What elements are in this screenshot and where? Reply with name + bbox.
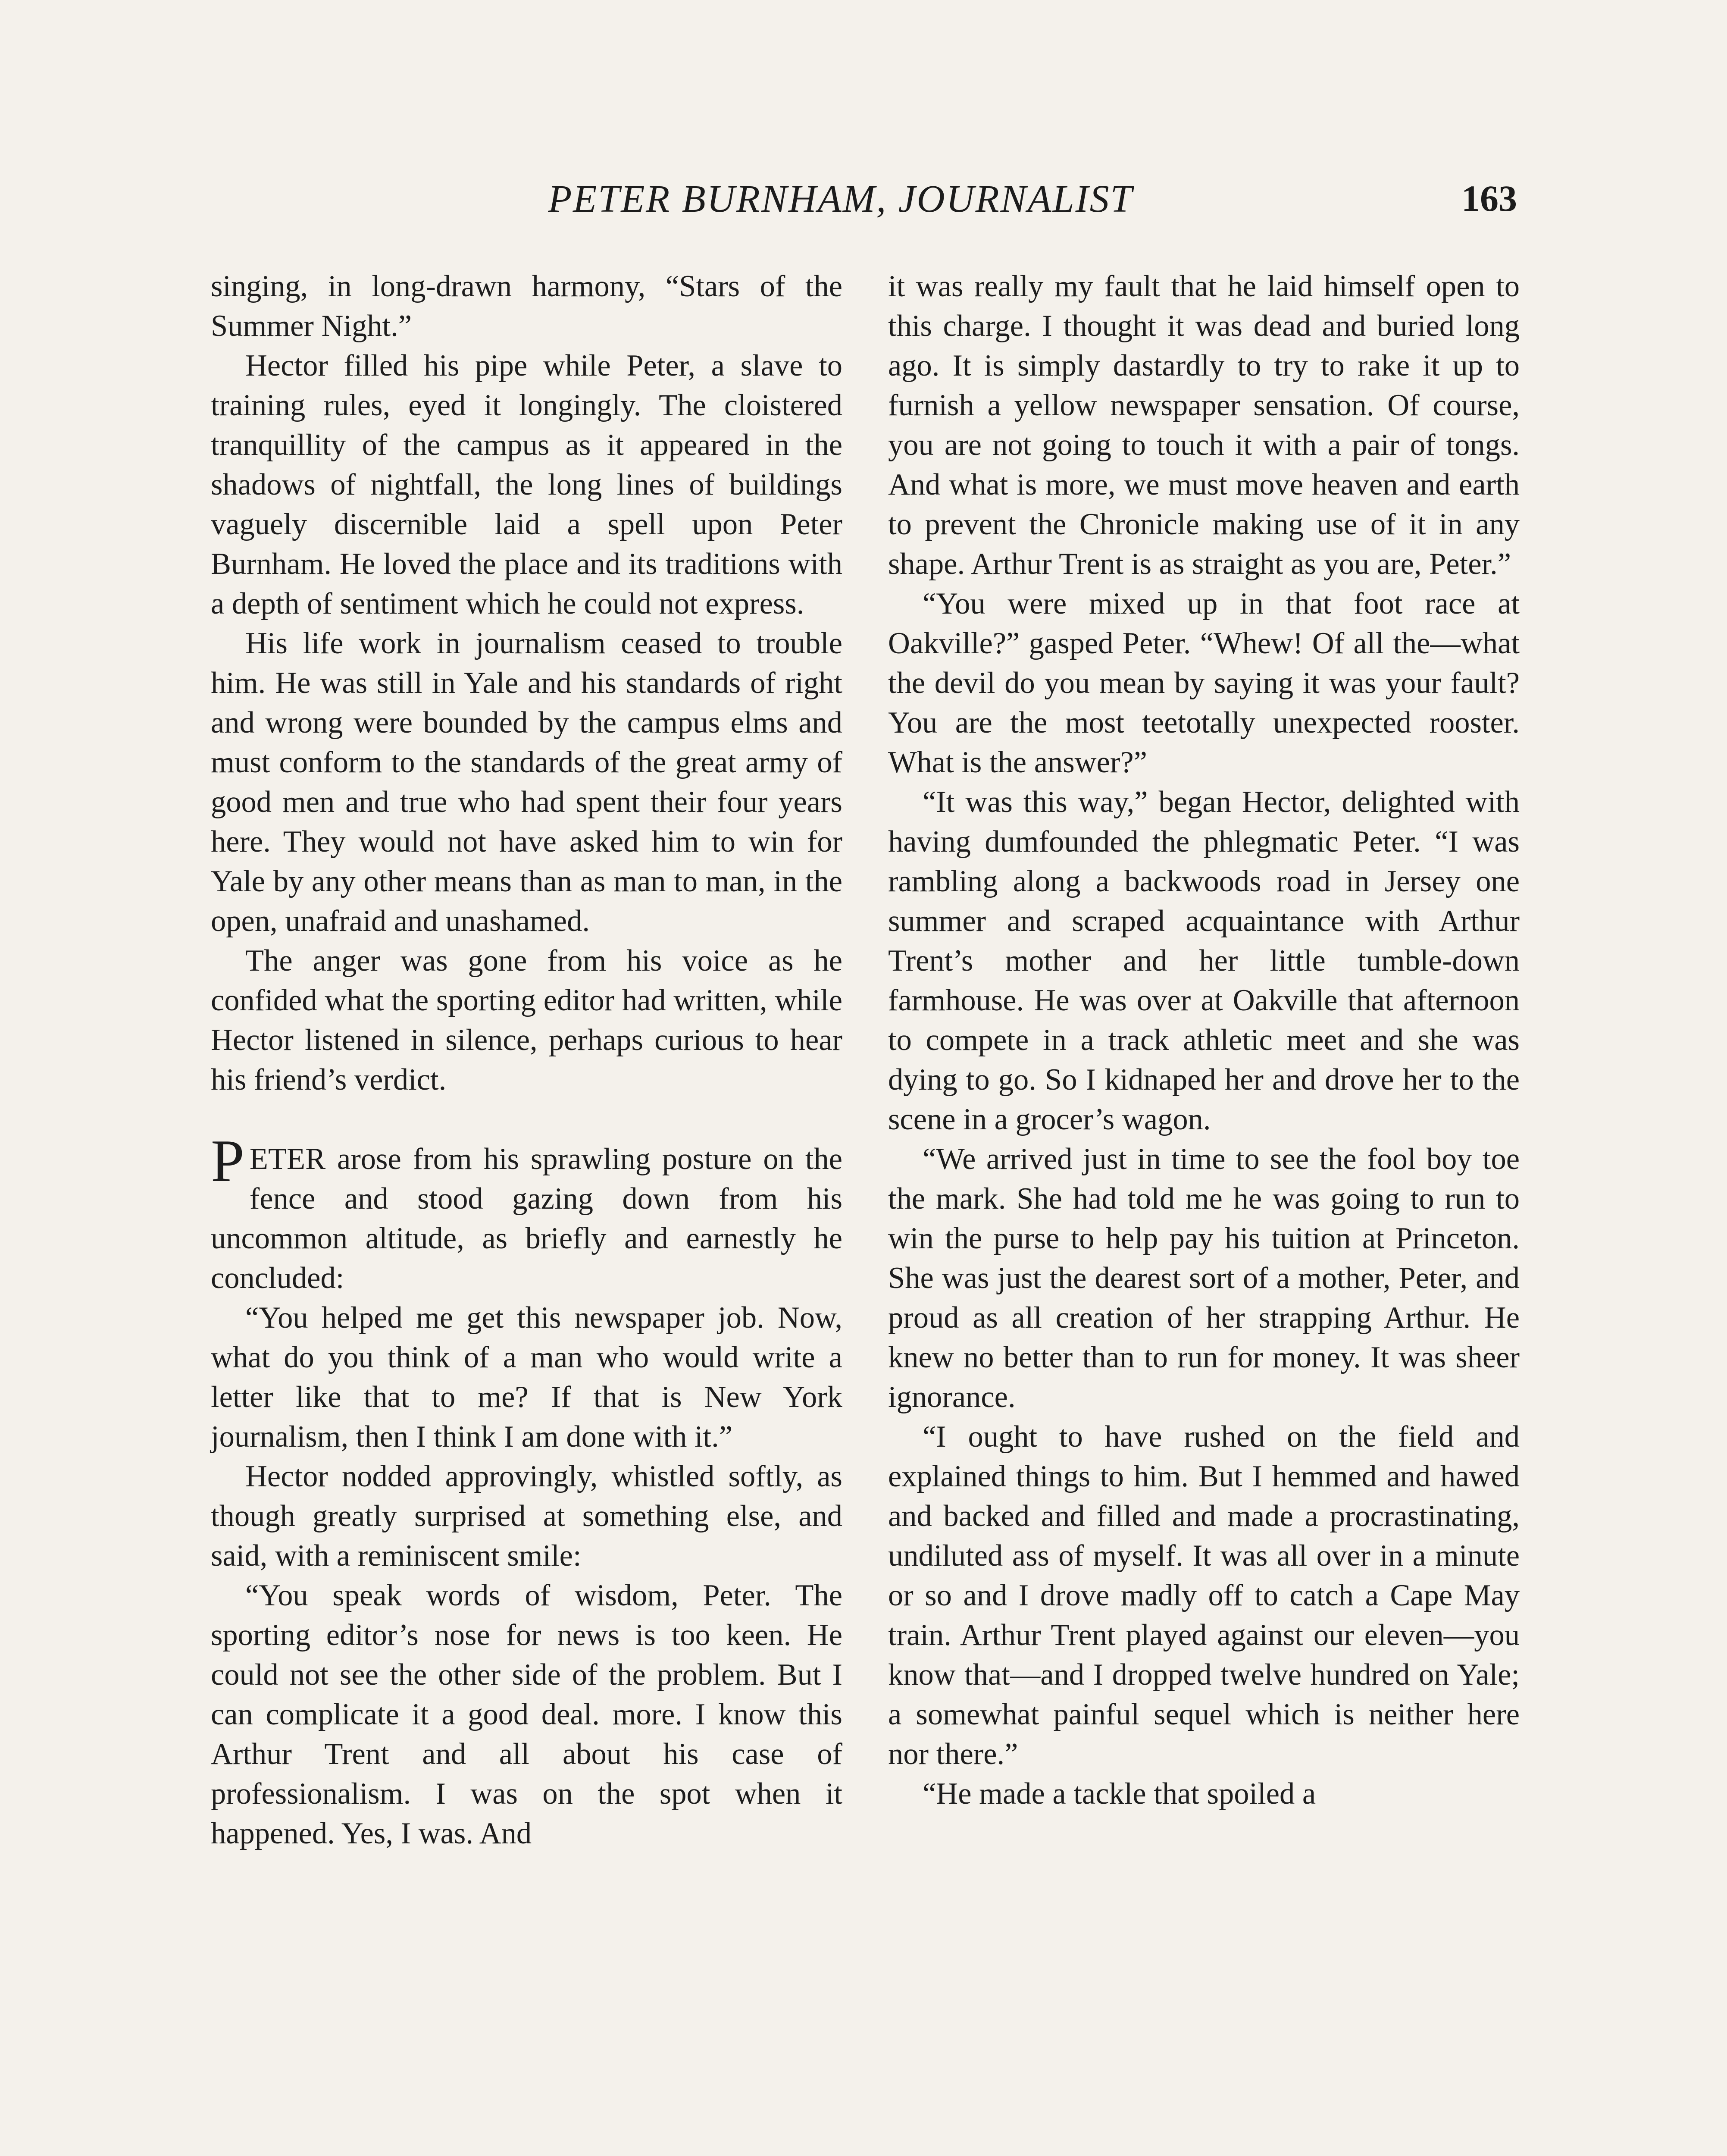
- section-break: [211, 1100, 842, 1139]
- paragraph: “It was this way,” began Hector, delighted with having dumfounded the phlegmatic Peter. “I was rambling along a backwoods road in Jersey one summer and scraped acquaintance with Arthur Trent’s mother and her little tumble-down farmhouse. He was over at Oakville that afternoon to compete in a track athletic meet and she was dying to go. So I kidnaped her and drove her to the scene in a grocer’s wagon.: [888, 785, 1520, 1136]
- paragraph: “He made a tackle that spoiled a: [923, 1777, 1316, 1811]
- left-text-column: [211, 266, 842, 1853]
- paragraph: “You were mixed up in that foot race at Oakville?” gasped Peter. “Whew! Of all the—what the devil do you mean by saying it was your fault? You are the most teetotally unexpected rooster. What is the answer?”: [888, 587, 1520, 779]
- drop-cap-paragraph: PETER arose from his sprawling posture on the fence and stood gazing down from his uncommon altitude, as briefly and earnestly he concluded:: [211, 1128, 842, 1295]
- right-text-column: [888, 266, 1520, 1814]
- paragraph: Hector filled his pipe while Peter, a slave to training rules, eyed it longingly. The cloistered tranquillity of the campus as it appeared in the shadows of nightfall, the long lines of buildings vaguely discernible laid a spell upon Peter Burnham. He loved the place and its traditions with a depth of sentiment which he could not express.: [211, 349, 842, 620]
- paragraph: singing, in long-drawn harmony, “Stars of the Summer Night.”: [211, 270, 842, 343]
- paragraph: His life work in journalism ceased to trouble him. He was still in Yale and his standards of right and wrong were bounded by the campus elms and must conform to the standards of the great army of good men and true who had spent their four years here. They would not have asked him to win for Yale by any other means than as man to man, in the open, unafraid and unashamed.: [211, 627, 842, 938]
- running-title: PETER BURNHAM, JOURNALIST: [548, 178, 1133, 220]
- paragraph: “You helped me get this newspaper job. Now, what do you think of a man who would write a letter like that to me? If that is New York journalism, then I think I am done with it.”: [211, 1301, 842, 1454]
- paragraph: “We arrived just in time to see the fool boy toe the mark. She had told me he was going to run to win the purse to help pay his tuition at Princeton. She was just the dearest sort of a mother, Peter, and proud as all creation of her strapping Arthur. He knew no better than to run for money. It was sheer ignorance.: [888, 1142, 1520, 1414]
- paragraph: “I ought to have rushed on the field and explained things to him. But I hemmed and hawed and backed and filled and made a procrastinating, undiluted ass of myself. It was all over in a minute or so and I drove madly off to catch a Cape May train. Arthur Trent played against our eleven—you know that—and I dropped twelve hundred on Yale; a somewhat painful sequel which is neither here nor there.”: [888, 1420, 1520, 1771]
- page-number: 163: [1461, 178, 1517, 219]
- paragraph: Hector nodded approvingly, whistled softly, as though greatly surprised at something else, and said, with a reminiscent smile:: [211, 1460, 842, 1573]
- paragraph: it was really my fault that he laid himself open to this charge. I thought it was dead and buried long ago. It is simply dastardly to try to rake it up to furnish a yellow newspaper sensation. Of course, you are not going to touch it with a pair of tongs. And what is more, we must move heaven and earth to prevent the Chronicle making use of it in any shape. Arthur Trent is as straight as you are, Peter.”: [888, 270, 1520, 581]
- paragraph: The anger was gone from his voice as he confided what the sporting editor had written, while Hector listened in silence, perhaps curious to hear his friend’s verdict.: [211, 944, 842, 1097]
- paragraph: “You speak words of wisdom, Peter. The sporting editor’s nose for news is too keen. He could not see the other side of the problem. But I can complicate it a good deal. more. I know this Arthur Trent and all about his case of professionalism. I was on the spot when it happened. Yes, I was. And: [211, 1579, 842, 1850]
